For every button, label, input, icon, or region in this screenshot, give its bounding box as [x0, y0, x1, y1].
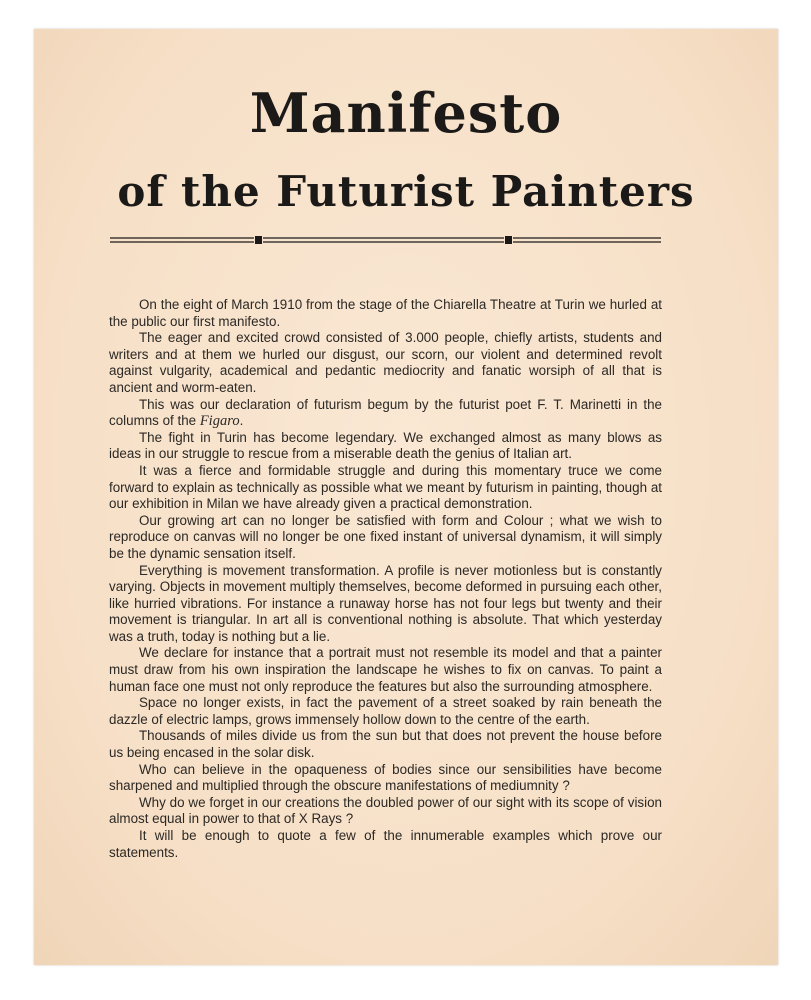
paragraph: Thousands of miles divide us from the sun but that does not prevent the house before us being encased in the solar disk. — [109, 728, 662, 761]
paragraph: It was a fierce and formidable struggle and during this momentary truce we come forward to explain as technically as possible what we meant by futurism in painting, though at our exhibition in Milan we have already given a practical demonstration. — [109, 462, 662, 512]
rule-ornament-left — [255, 236, 262, 244]
paragraph-text: This was our declaration of futurism begum by the futurist poet F. T. Marinetti in the columns of the — [109, 396, 662, 429]
newspaper-name: Figaro — [199, 413, 240, 430]
paragraph: Who can believe in the opaqueness of bodies since our sensibilities have become sharpened and multiplied through the obscure manifestations of mediumnity ? — [109, 761, 662, 794]
paragraph: Our growing art can no longer be satisfied with form and Colour ; what we wish to reproduce on canvas will no longer be one fixed instant of universal dynamism, it will simply be the dynamic sensation itself. — [109, 512, 662, 561]
paragraph: On the eight of March 1910 from the stage of the Chiarella Theatre at Turin we hurled at the public our first manifesto. — [109, 297, 662, 329]
paragraph: Why do we forget in our creations the doubled power of our sight with its scope of vision almost equal in power to that of X Rays ? — [109, 794, 662, 827]
paragraph-period: . — [239, 413, 244, 429]
paragraph: The fight in Turin has become legendary. We exchanged almost as many blows as ideas in our struggle to rescue from a miserable death the genius of Italian art. — [109, 429, 662, 462]
paragraph: Everything is movement transformation. A profile is never motionless but is constantly varying. Objects in movement multiply themselves, become deformed in pursuing each other, like hurried vibrations. For instance a runaway horse has not four legs but twenty and their movement is triangular. In art all is conventional nothing is absolute. That which yesterday was a truth, today is nothing but a lie. — [109, 562, 662, 644]
rule-ornament-right — [505, 236, 512, 244]
paragraph: It will be enough to quote a few of the innumerable examples which prove our statements. — [109, 828, 662, 860]
decorative-rule — [110, 233, 661, 247]
paragraph: Space no longer exists, in fact the pavement of a street soaked by rain beneath the dazzle of electric lamps, grows immensely hollow down to the centre of the earth. — [109, 695, 662, 727]
paragraph — [109, 397, 662, 430]
paragraph: The eager and excited crowd consisted of 3.000 people, chiefly artists, students and writers and at them we hurled our disgust, our scorn, our violent and determined revolt against vulgarity, academical and pedantic mediocrity and fanatic worsiph of all that is ancient and worm-eaten. — [109, 330, 662, 395]
manifesto-page — [34, 29, 778, 965]
title-line-1: Manifesto — [249, 81, 563, 145]
manifesto-body — [109, 297, 662, 861]
title-line-2: of the Futurist Painters — [117, 167, 695, 216]
paragraph: We declare for instance that a portrait must not resemble its model and that a painter must draw from his own inspiration the landscape he wishes to fix on canvas. To paint a human face one must not only reproduce the features but also the surrounding atmosphere. — [109, 645, 662, 694]
